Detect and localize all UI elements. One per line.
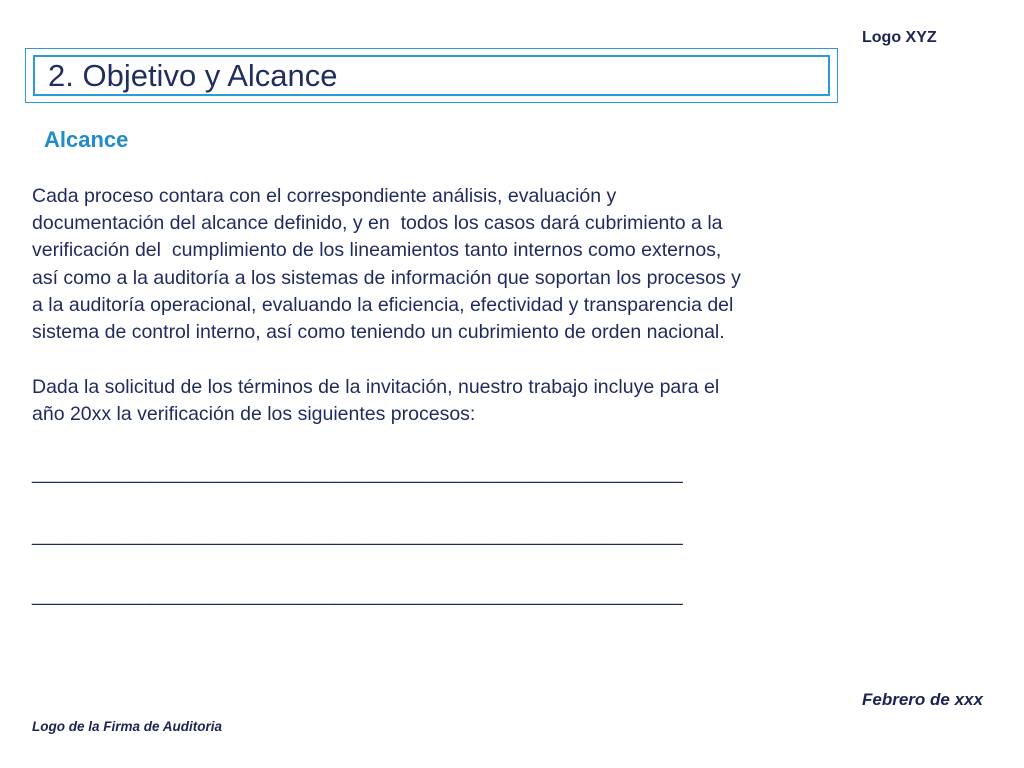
paragraph-line: año 20xx la verificación de los siguientes procesos:	[32, 403, 476, 426]
logo-placeholder-label: Logo XYZ	[862, 29, 937, 46]
page-title: 2. Objetivo y Alcance	[48, 58, 338, 93]
processes-paragraph	[32, 374, 719, 428]
blank-process-line: ____________________________________________________________	[32, 584, 683, 606]
paragraph-line: sistema de control interno, así como teniendo un cubrimiento de orden nacional.	[32, 321, 725, 344]
paragraph-line: Dada la solicitud de los términos de la invitación, nuestro trabajo incluye para el	[32, 376, 720, 398]
paragraph-line: documentación del alcance definido, y en todos los casos dará cubrimiento a la	[32, 212, 723, 235]
paragraph-line: a la auditoría operacional, evaluando la eficiencia, efectividad y transparencia del	[32, 293, 734, 316]
paragraph-line: así como a la auditoría a los sistemas de información que soportan los procesos y	[32, 266, 741, 289]
paragraph-line: verificación del cumplimiento de los lineamientos tanto internos como externos,	[32, 239, 722, 262]
paragraph-line: Cada proceso contara con el correspondiente análisis, evaluación y	[32, 185, 617, 207]
scope-paragraph	[32, 183, 741, 346]
blank-process-line: ____________________________________________________________	[32, 524, 683, 546]
blank-process-line: ____________________________________________________________	[32, 462, 683, 484]
section-heading: Alcance	[44, 127, 129, 152]
footer-date: Febrero de xxx	[862, 690, 983, 709]
firm-logo-placeholder-label: Logo de la Firma de Auditoria	[32, 719, 223, 734]
